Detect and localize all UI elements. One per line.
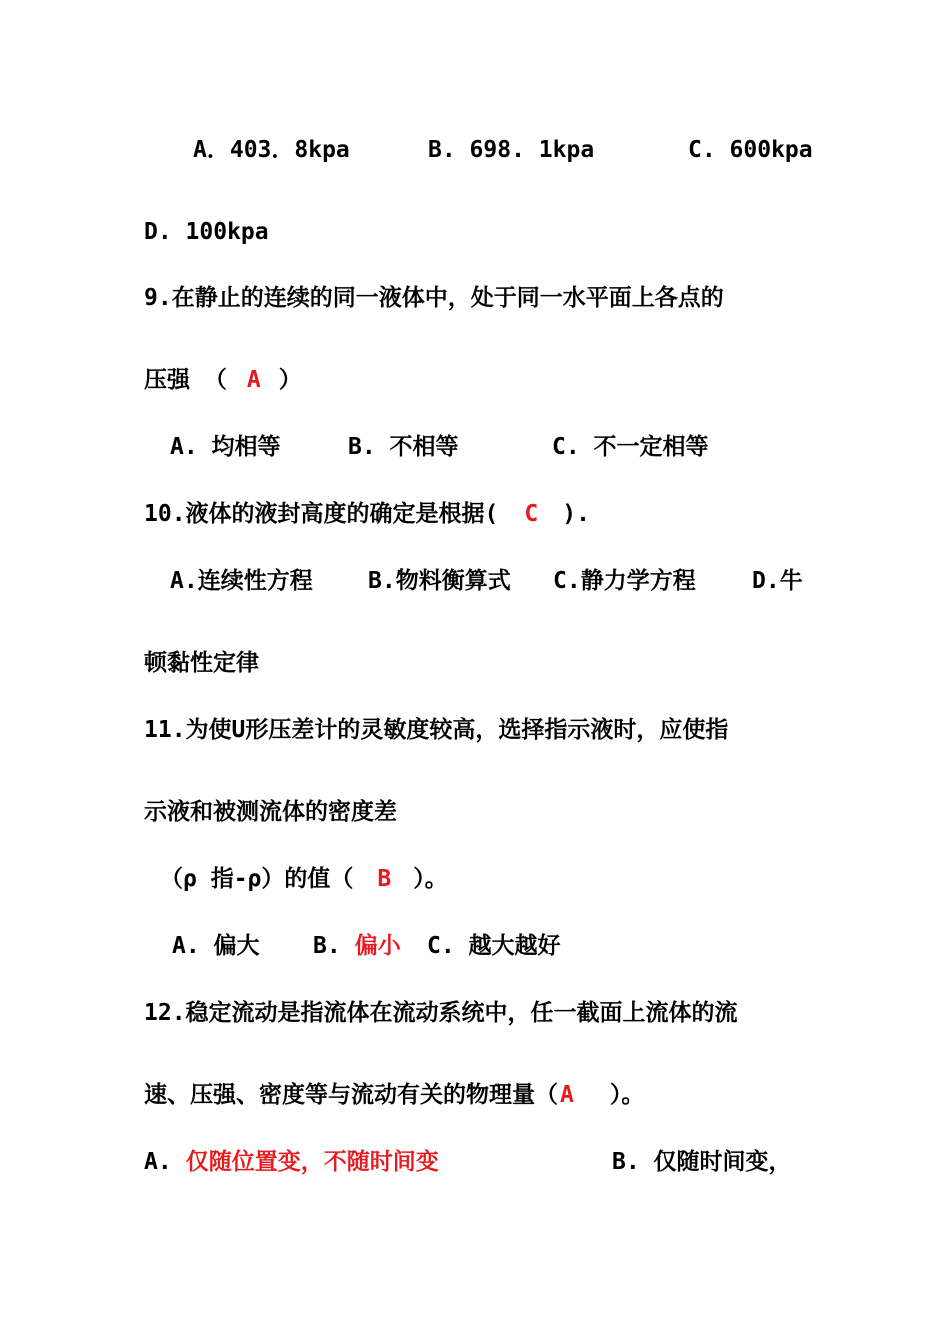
q12-text-suffix: ）。 — [609, 1082, 645, 1108]
q9-question-line2 — [144, 369, 302, 392]
q11-question-line3 — [160, 868, 448, 891]
q10-question — [144, 503, 590, 526]
q9-text-prefix: 压强 （ — [144, 367, 227, 393]
q10-text-prefix: 10.液体的液封高度的确定是根据( — [144, 501, 499, 527]
q12-question-line2 — [144, 1084, 644, 1107]
q9-answer: A — [246, 367, 261, 393]
q12-text-prefix: 速、压强、密度等与流动有关的物理量（ — [144, 1082, 558, 1108]
q10-answer: C — [524, 501, 539, 527]
q9-option-b: B. 不相等 — [348, 434, 459, 460]
q9-option-a: A. 均相等 — [170, 434, 281, 460]
q11-text-suffix: ）。 — [413, 866, 448, 892]
q11-option-b — [313, 935, 401, 958]
q11-option-a: A. 偏大 — [172, 933, 260, 959]
q10-option-a: A.连续性方程 — [170, 568, 313, 594]
q12-option-a — [144, 1151, 439, 1174]
q10-option-c: C.静力学方程 — [553, 568, 696, 594]
q10-option-b: B.物料衡算式 — [368, 568, 511, 594]
q8-option-b: B. 698. 1kpa — [428, 137, 595, 163]
q12-option-a-letter: A. — [144, 1149, 172, 1175]
q11-question-line2: 示液和被测流体的密度差 — [144, 799, 397, 825]
q12-option-a-text: 仅随位置变，不随时间变 — [185, 1149, 439, 1175]
q11-option-c: C. 越大越好 — [427, 933, 561, 959]
q9-option-c: C. 不一定相等 — [552, 434, 709, 460]
q12-answer: A — [560, 1082, 574, 1108]
q12-question-line1: 12.稳定流动是指流体在流动系统中，任一截面上流体的流 — [144, 1000, 738, 1026]
q10-option-d-line1: D.牛 — [752, 568, 803, 594]
q8-option-a: A．403．8kpa — [193, 137, 350, 163]
q11-text-prefix: （ρ 指-ρ）的值（ — [160, 866, 354, 892]
q11-question-line1: 11.为使U形压差计的灵敏度较高，选择指示液时，应使指 — [144, 717, 729, 743]
q12-option-b: B. 仅随时间变， — [612, 1149, 792, 1175]
q11-answer: B — [377, 866, 392, 892]
q8-option-c: C. 600kpa — [688, 137, 813, 163]
q10-text-suffix: ). — [562, 501, 590, 527]
q9-text-suffix: ） — [278, 367, 302, 393]
q11-option-b-letter: B. — [313, 933, 341, 959]
q8-option-d: D. 100kpa — [144, 219, 269, 245]
q10-option-d-line2: 顿黏性定律 — [144, 650, 259, 676]
q11-option-b-text: 偏小 — [354, 933, 401, 959]
q9-question-line1: 9.在静止的连续的同一液体中，处于同一水平面上各点的 — [144, 285, 724, 311]
